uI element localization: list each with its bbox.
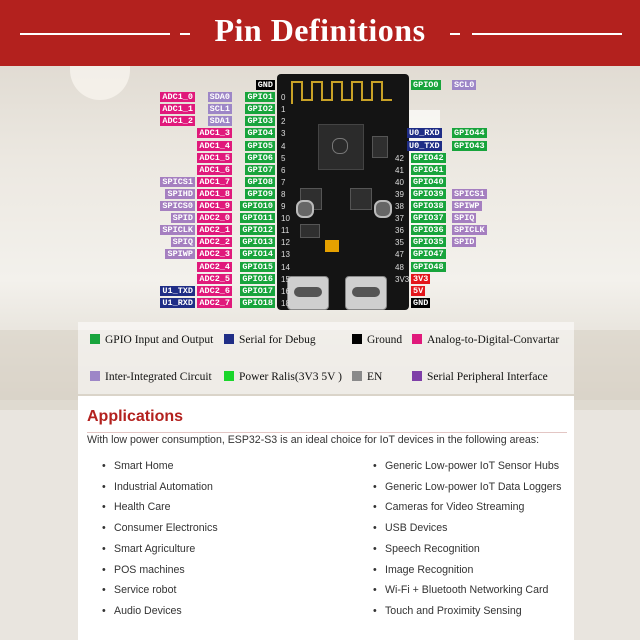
pin-number: 38 — [395, 202, 404, 211]
pin-function-label: SPIWP — [454, 201, 480, 211]
legend-swatch — [224, 334, 234, 344]
page-title: Pin Definitions — [214, 12, 426, 48]
pin-number: 8 — [281, 189, 286, 199]
pin-function-label: SPICS1 — [162, 176, 193, 187]
legend-label: Serial Peripheral Interface — [427, 371, 548, 383]
pin-function-label: U1_RXD — [162, 297, 193, 308]
pin-function-label: ADC1_1 — [162, 104, 193, 115]
pin-label-left: GPIO18 — [242, 297, 273, 308]
pin-function-label: SPIHD — [167, 188, 193, 199]
pin-label-right: GND — [413, 297, 429, 308]
pin-function-label: SDA1 — [209, 116, 230, 127]
pin-number: 36 — [395, 226, 404, 236]
pin-label-right: GPIO38 — [413, 201, 444, 211]
legend-item — [352, 371, 382, 383]
pin-label-right: GPIO36 — [413, 225, 444, 236]
pin-label-left: GPIO1 — [247, 92, 273, 103]
legend-label: Analog-to-Digital-Convartar — [427, 334, 560, 346]
pin-function-label: SCL1 — [209, 104, 230, 115]
pin-function-label: ADC1_7 — [199, 176, 230, 187]
pin-function-label: ADC1_5 — [199, 152, 230, 163]
pin-function-label: SPICLK — [454, 225, 485, 236]
pin-number: 6 — [281, 165, 286, 175]
pin-number: 11 — [281, 226, 290, 236]
pin-label-right: GPIO48 — [413, 261, 444, 272]
smd-component — [350, 188, 372, 210]
tantalum-capacitor — [325, 240, 339, 252]
pin-function-label: ADC2_3 — [199, 249, 230, 260]
pin-label-right: GPIO42 — [413, 152, 444, 163]
legend-item — [412, 334, 559, 346]
pin-number: 16 — [281, 286, 290, 296]
legend-swatch — [90, 334, 100, 344]
pin-label-left: GPIO5 — [247, 140, 273, 151]
pin-label-left: GPIO11 — [242, 213, 273, 224]
pin-label-left: GPIO2 — [247, 104, 273, 115]
pin-function-label: SPICLK — [162, 225, 193, 236]
pin-function-label: U0_TXD — [409, 140, 440, 151]
legend-item — [90, 334, 213, 346]
pin-label-right: GPIO41 — [413, 164, 444, 175]
pin-label-left: GPIO6 — [247, 152, 273, 163]
pin-label-left: GPIO10 — [242, 201, 273, 211]
pin-number: 13 — [281, 250, 290, 260]
legend-label: Inter-Integrated Circuit — [105, 371, 212, 383]
pin-function-label: ADC2_4 — [199, 261, 230, 272]
pin-label-left: GPIO15 — [242, 261, 273, 272]
pin-function-label: U1_TXD — [162, 285, 193, 296]
pin-number: 15 — [281, 274, 290, 284]
application-item: • Cameras for Video Streaming — [385, 501, 524, 513]
pin-function-label: ADC1_8 — [199, 188, 230, 199]
pin-number: 41 — [395, 165, 404, 175]
pin-function-label: ADC2_5 — [199, 273, 230, 284]
pin-label-right: GPIO0 — [413, 80, 439, 90]
pin-number: 40 — [395, 177, 404, 187]
pin-label-left: GPIO16 — [242, 273, 273, 284]
legend-label: GPIO Input and Output — [105, 334, 214, 346]
legend-label: Ground — [367, 334, 403, 346]
pin-number: 14 — [281, 262, 290, 272]
pin-number: 0 — [281, 93, 286, 103]
pin-label-left: GND — [257, 80, 273, 90]
pin-function-label: ADC1_4 — [199, 140, 230, 151]
pin-function-label: SPID — [454, 237, 475, 248]
legend-label: Serial for Debug — [239, 334, 316, 346]
pin-label-left: GPIO3 — [247, 116, 273, 127]
pin-label-left: GPIO8 — [247, 176, 273, 187]
pcb-antenna-icon — [288, 76, 398, 108]
pin-label-right: 5V — [413, 285, 424, 296]
legend-label: EN — [367, 371, 383, 383]
pin-function-label: ADC2_6 — [199, 285, 230, 296]
pin-label-right: GPIO39 — [413, 188, 444, 199]
application-item: • USB Devices — [385, 522, 447, 534]
legend-swatch — [352, 334, 362, 344]
pin-number: 2 — [281, 117, 286, 127]
pin-label-right: GPIO43 — [454, 140, 485, 151]
legend-item — [352, 334, 402, 346]
pin-number: 35 — [395, 238, 404, 248]
pin-label-left: GPIO12 — [242, 225, 273, 236]
pin-number: 7 — [281, 177, 286, 187]
pin-number: 48 — [395, 262, 404, 272]
pin-function-label: SPID — [172, 213, 193, 224]
pin-number: 1 — [281, 105, 286, 115]
usb-c-port-right — [345, 276, 387, 310]
application-item: • Generic Low-power IoT Sensor Hubs — [385, 460, 559, 472]
chip-logo-icon — [332, 138, 348, 154]
pin-number: 12 — [281, 238, 290, 248]
applications-title: Applications — [87, 408, 184, 425]
application-item: • Health Care — [114, 501, 171, 513]
legend-swatch — [352, 371, 362, 381]
pin-label-left: GPIO7 — [247, 164, 273, 175]
pin-function-label: SDA0 — [209, 92, 230, 103]
pin-function-label: SPIWP — [167, 249, 193, 260]
pin-number: 4 — [281, 141, 286, 151]
application-item: • Service robot — [114, 584, 176, 596]
pin-label-left: GPIO13 — [242, 237, 273, 248]
legend-panel — [78, 322, 574, 394]
pin-number: 37 — [395, 214, 404, 224]
pin-label-left: GPIO17 — [242, 285, 273, 296]
pin-number: 5 — [281, 153, 286, 163]
usb-c-port-left — [287, 276, 329, 310]
pin-function-label: SPIQ — [454, 213, 475, 224]
pin-function-label: SPIQ — [172, 237, 193, 248]
application-item: • Audio Devices — [114, 605, 182, 617]
legend-item — [224, 334, 316, 346]
pin-function-label: SCL0 — [454, 80, 475, 90]
application-item: • Touch and Proximity Sensing — [385, 605, 522, 617]
pin-label-right: GPIO47 — [413, 249, 444, 260]
usb-c-opening — [294, 287, 322, 297]
application-item: • Image Recognition — [385, 564, 473, 576]
pin-label-right: GPIO44 — [454, 128, 485, 139]
pin-number: 3 — [281, 129, 286, 139]
pin-number: 47 — [395, 250, 404, 260]
pin-number: 3V3 — [395, 274, 410, 284]
reset-button[interactable] — [374, 200, 392, 218]
application-item: • Wi-Fi + Bluetooth Networking Card — [385, 584, 548, 596]
pin-function-label: SPICS1 — [454, 188, 485, 199]
pin-label-right: GPIO40 — [413, 176, 444, 187]
legend-swatch — [90, 371, 100, 381]
pin-label-right: GPIO37 — [413, 213, 444, 224]
smd-component — [300, 224, 320, 238]
legend-item — [90, 371, 212, 383]
pin-function-label: ADC2_7 — [199, 297, 230, 308]
pin-label-right: GPIO35 — [413, 237, 444, 248]
application-item: • Generic Low-power IoT Data Loggers — [385, 481, 561, 493]
legend-swatch — [224, 371, 234, 381]
legend-label: Power Ralis(3V3 5V ) — [239, 371, 342, 383]
pin-number: 18 — [281, 298, 290, 308]
legend-item — [224, 371, 342, 383]
pin-number: 9 — [281, 202, 286, 211]
pin-function-label: ADC2_0 — [199, 213, 230, 224]
smd-component — [372, 136, 388, 158]
applications-intro: With low power consumption, ESP32-S3 is an ideal choice for IoT devices in the following areas: — [87, 434, 540, 446]
pin-function-label: ADC1_9 — [199, 201, 230, 211]
usb-c-opening — [352, 287, 380, 297]
application-item: • Industrial Automation — [114, 481, 213, 493]
pin-number: 39 — [395, 189, 404, 199]
pin-function-label: ADC1_2 — [162, 116, 193, 127]
pin-function-label: ADC2_2 — [199, 237, 230, 248]
pin-label-left: GPIO14 — [242, 249, 273, 260]
pin-function-label: ADC2_1 — [199, 225, 230, 236]
pin-label-left: GPIO9 — [247, 188, 273, 199]
pin-function-label: SPICS0 — [162, 201, 193, 211]
application-item: • POS machines — [114, 564, 185, 576]
pin-number: 42 — [395, 153, 404, 163]
pin-function-label: ADC1_0 — [162, 92, 193, 103]
application-item: • Smart Agriculture — [114, 543, 195, 555]
legend-item — [412, 371, 548, 383]
pin-label-left: GPIO4 — [247, 128, 273, 139]
legend-swatch — [412, 334, 422, 344]
legend-swatch — [412, 371, 422, 381]
application-item: • Consumer Electronics — [114, 522, 218, 534]
pin-number: 10 — [281, 214, 290, 224]
pin-function-label: U0_RXD — [409, 128, 440, 139]
pin-label-right: 3V3 — [413, 273, 429, 284]
application-item: • Smart Home — [114, 460, 173, 472]
application-item: • Speech Recognition — [385, 543, 480, 555]
boot-button[interactable] — [296, 200, 314, 218]
pin-function-label: ADC1_3 — [199, 128, 230, 139]
applications-divider — [87, 432, 567, 433]
esp32-s3-board — [277, 74, 409, 310]
pin-function-label: ADC1_6 — [199, 164, 230, 175]
